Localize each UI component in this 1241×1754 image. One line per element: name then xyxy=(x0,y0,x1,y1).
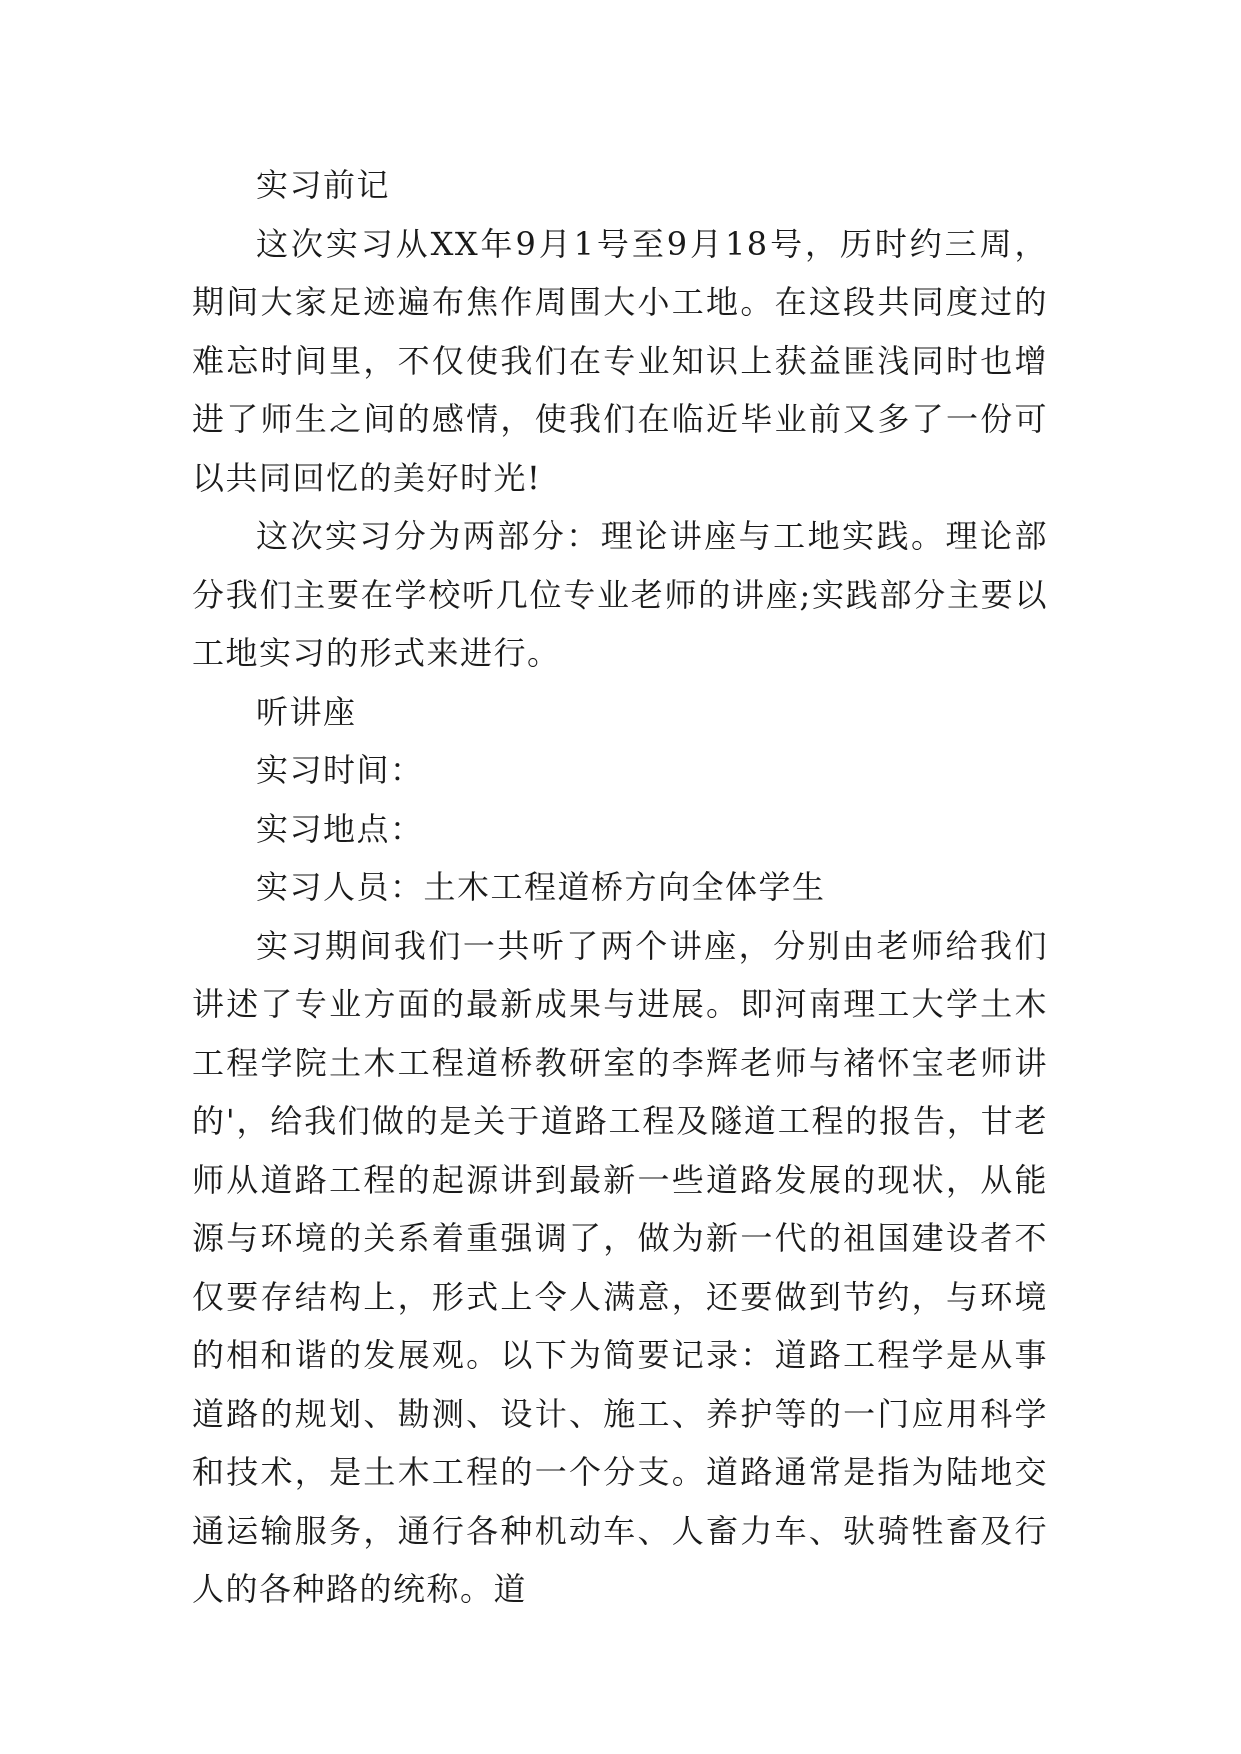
paragraph-lecture-details: 实习期间我们一共听了两个讲座，分别由老师给我们讲述了专业方面的最新成果与进展。即河南理工大学土木工程学院土木工程道桥教研室的李辉老师与褚怀宝老师讲的'，给我们做的是关于道路工程及隧道工程的报告，甘老师从道路工程的起源讲到最新一些道路发展的现状，从能源与环境的关系着重强调了，做为新一代的祖国建设者不仅要存结构上，形式上令人满意，还要做到节约，与环境的相和谐的发展观。以下为简要记录：道路工程学是从事道路的规划、勘测、设计、施工、养护等的一门应用科学和技术，是土木工程的一个分支。道路通常是指为陆地交通运输服务，通行各种机动车、人畜力车、驮骑牲畜及行人的各种路的统称。道 xyxy=(192,926,1048,1608)
paragraph-internship-parts: 这次实习分为两部分：理论讲座与工地实践。理论部分我们主要在学校听几位专业老师的讲座;实践部分主要以工地实习的形式来进行。 xyxy=(192,517,1048,672)
document-body xyxy=(192,156,1048,1619)
field-internship-time: 实习时间： xyxy=(256,751,424,789)
paragraph-internship-overview: 这次实习从XX年9月1号至9月18号，历时约三周，期间大家足迹遍布焦作周围大小工地。在这段共同度过的难忘时间里，不仅使我们在专业知识上获益匪浅同时也增进了师生之间的感情，使我们在临近毕业前又多了一份可以共同回忆的美好时光! xyxy=(192,224,1048,497)
field-internship-participants: 实习人员：土木工程道桥方向全体学生 xyxy=(256,868,826,906)
field-internship-location: 实习地点： xyxy=(256,809,424,848)
section-heading-lectures: 听讲座 xyxy=(256,692,357,731)
section-heading-preface: 实习前记 xyxy=(256,166,391,204)
